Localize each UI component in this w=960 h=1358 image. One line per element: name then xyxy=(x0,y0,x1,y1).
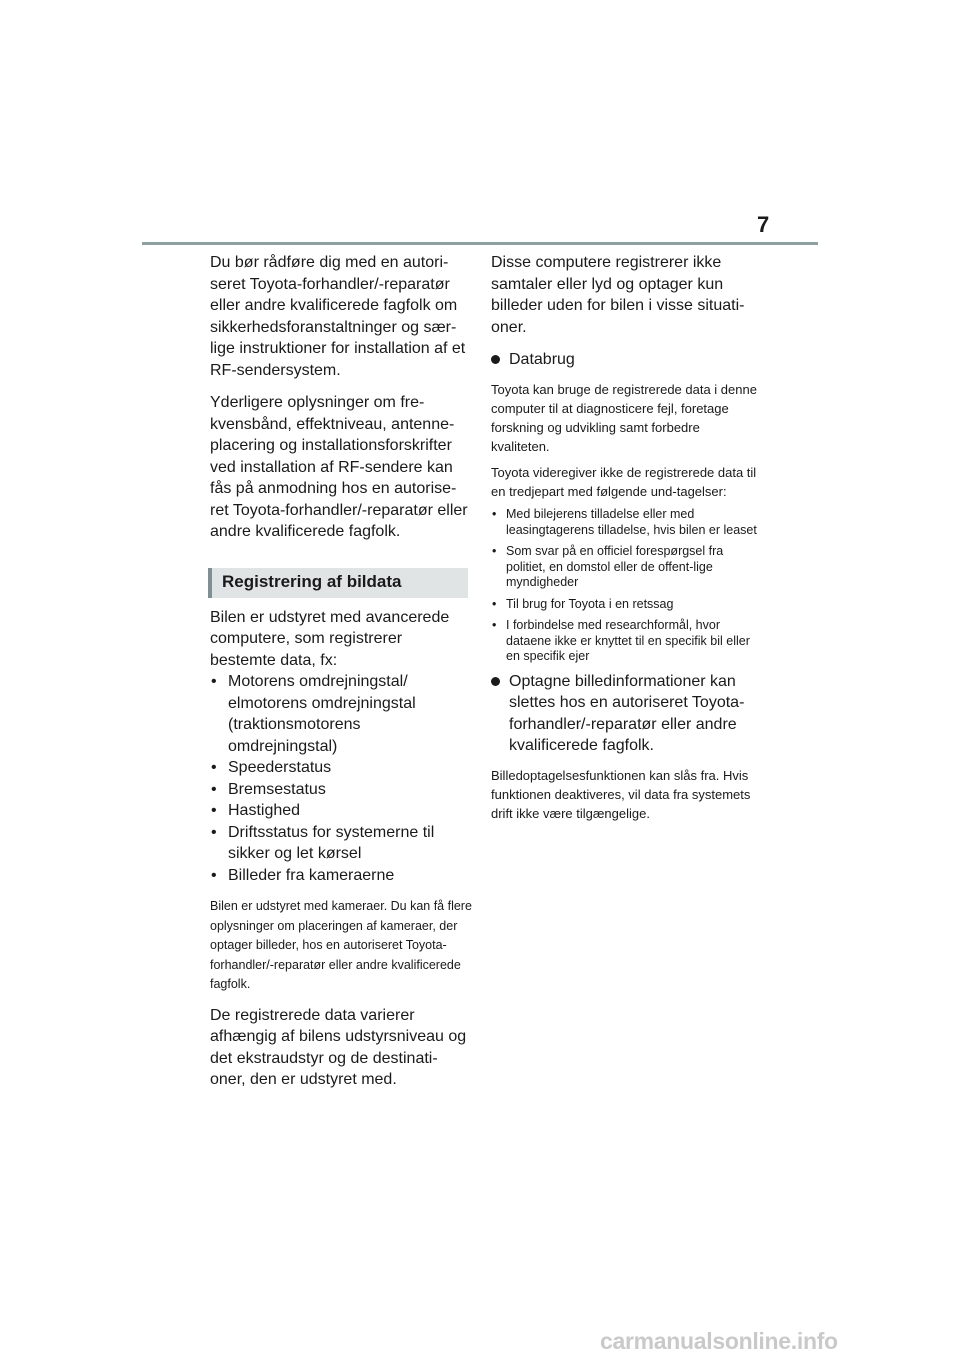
camera-note: Bilen er udstyret med kameraer. Du kan få flere oplysninger om placeringen af kameraer, der optager billeder, hos en autoriseret Toyota-forhandler/-reparatør eller andre kvalificerede fagfolk. xyxy=(210,899,472,991)
databrug-heading xyxy=(491,349,759,371)
databrug-heading-text: Databrug xyxy=(509,351,575,368)
left-paragraph-4: De registrerede data varierer afhængig af bilens udstyrsniveau og det ekstraudstyr og de destinati-oner, den er udstyret med. xyxy=(210,1006,467,1088)
list-item: • Med bilejerens tilladelse eller med leasingtagerens tilladelse, hvis bilen er leaset xyxy=(491,507,759,538)
recorded-data-list xyxy=(210,671,472,886)
image-info-heading-text: Optagne billedinformationer kan slettes hos en autoriseret Toyota-forhandler/-reparatør eller andre kvalificerede fagfolk. xyxy=(509,672,745,755)
list-item: • Til brug for Toyota i en retssag xyxy=(491,597,759,613)
section-title: Registrering af bildata xyxy=(222,571,402,591)
bullet-dot-icon xyxy=(491,355,500,364)
list-item: • Motorens omdrejningstal/ elmotorens omdrejningstal (traktionsmotorens omdrejningstal) xyxy=(210,671,472,757)
list-item: • Driftsstatus for systemerne til sikker og let kørsel xyxy=(210,822,472,865)
left-paragraph-3: Bilen er udstyret med avancerede computere, som registrerer bestemte data, fx: xyxy=(210,608,450,669)
watermark: carmanualsonline.info xyxy=(600,1328,838,1354)
header-rule xyxy=(142,242,818,245)
right-small-paragraph-1: Toyota kan bruge de registrerede data i denne computer til at diagnosticere fejl, foretage forskning og udvikling samt forbedre kvaliteten. xyxy=(491,381,757,455)
left-paragraph-2: Yderligere oplysninger om fre-kvensbånd, effektniveau, antenne-placering og installationsforskrifter ved installation af RF-sendere kan fås på anmodning hos en autorise-ret Toyota-forhandler/-reparatør eller andre kvalificerede fagfolk. xyxy=(210,394,468,540)
right-small-paragraph-2: Toyota videregiver ikke de registrerede data til en tredjepart med følgende und-tagelser: xyxy=(491,464,757,499)
list-item: • Billeder fra kameraerne xyxy=(210,865,472,887)
right-paragraph-1: Disse computere registrerer ikke samtaler eller lyd og optager kun billeder uden for bilen i visse situati-oner. xyxy=(491,254,745,336)
left-column xyxy=(210,252,472,1102)
list-item: • I forbindelse med researchformål, hvor dataene ikke er knyttet til en specifik bil eller en specifik ejer xyxy=(491,618,759,665)
list-item: • Speederstatus xyxy=(210,757,472,779)
list-item: • Hastighed xyxy=(210,800,472,822)
right-column xyxy=(491,252,759,830)
right-small-paragraph-3: Billedoptagelsesfunktionen kan slås fra. Hvis funktionen deaktiveres, vil data fra systemets drift ikke være tilgængelige. xyxy=(491,767,751,822)
page-number: 7 xyxy=(757,212,770,237)
exceptions-list xyxy=(491,507,759,665)
list-item: • Bremsestatus xyxy=(210,779,472,801)
section-heading xyxy=(208,568,468,598)
image-info-heading xyxy=(491,671,759,757)
bullet-dot-icon xyxy=(491,677,500,686)
list-item: • Som svar på en officiel forespørgsel fra politiet, en domstol eller de offent-lige myndigheder xyxy=(491,544,759,591)
left-paragraph-1: Du bør rådføre dig med en autori-seret Toyota-forhandler/-reparatør eller andre kvalificerede fagfolk om sikkerhedsforanstaltninger og sær-lige instruktioner for installation af et RF-sendersystem. xyxy=(210,254,466,379)
